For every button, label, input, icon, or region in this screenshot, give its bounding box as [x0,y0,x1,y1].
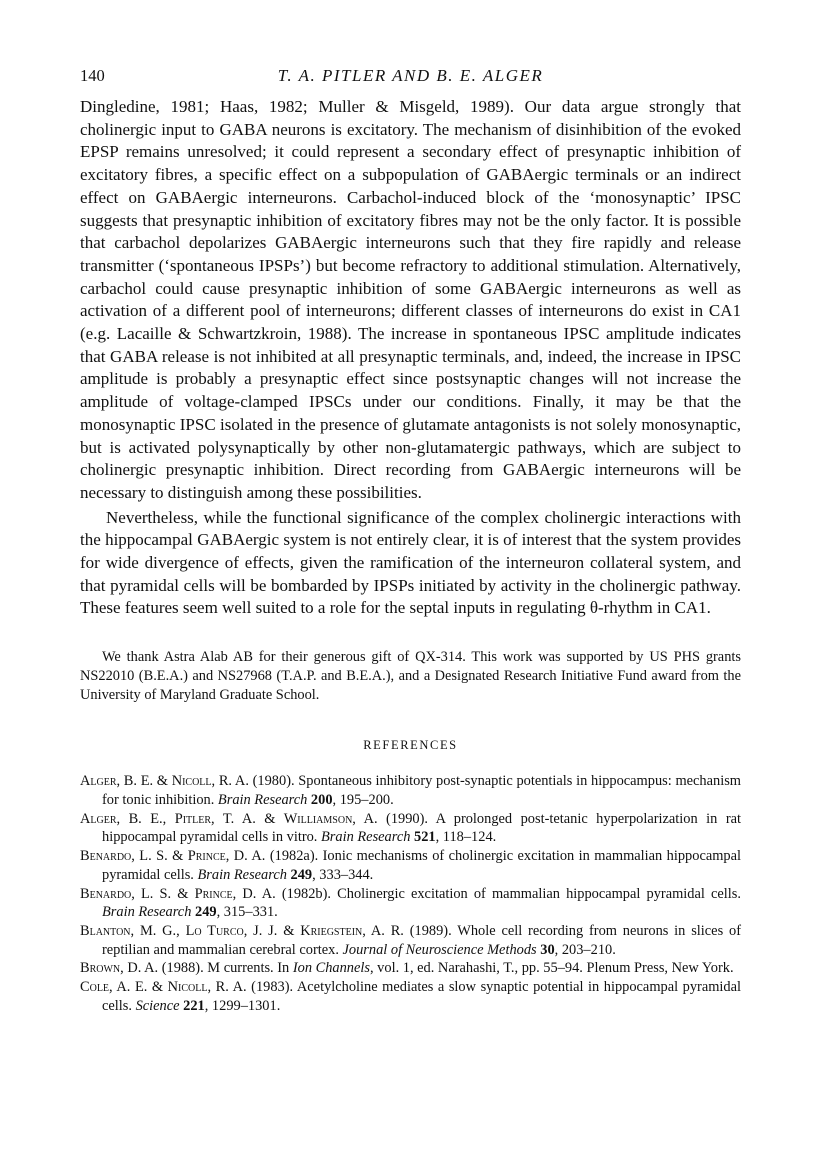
reference-volume: 221 [183,997,205,1014]
reference-pages: , vol. 1, ed. Narahashi, T., pp. 55–94. Plenum Press, New York. [369,960,734,977]
running-title: T. A. PITLER AND B. E. ALGER [277,66,544,85]
running-head [80,66,741,96]
reference-text: (1982b). Cholinergic excitation of mammalian hippocampal pyramidal cells. [275,885,741,902]
reference-authors: Benardo, L. S. & Prince, D. A. [80,885,276,902]
reference-item [80,978,741,1015]
reference-journal: Brain Research [197,866,287,883]
reference-volume: 521 [414,829,436,846]
reference-journal: Ion Channels [292,960,370,977]
reference-authors: Cole, A. E. & Nicoll, R. A. [80,979,247,996]
body-paragraph: Nevertheless, while the functional significance of the complex cholinergic interactions with the hippocampal GABAergic system is not entirely clear, it is of interest that the system provides for wide divergence of effects, given the ramification of the interneuron collateral system, and that pyramidal cells will be bombarded by IPSPs initiated by activity in the cholinergic pathway. These features seem well suited to a role for the septal inputs in regulating θ-rhythm in CA1. [80,507,741,618]
reference-text: (1990). A prolonged post-tetanic hyperpolarization in rat hippocampal pyramidal cells in vitro. [102,810,741,846]
reference-authors: Brown, D. A. [80,960,159,977]
reference-journal: Brain Research [321,829,411,846]
reference-text: (1982a). Ionic mechanisms of cholinergic excitation in mammalian hippocampal pyramidal cells. [102,848,742,883]
reference-pages: , 203–210. [554,941,616,958]
reference-volume: 249 [290,866,313,883]
body-text [80,96,741,620]
body-paragraph: Dingledine, 1981; Haas, 1982; Muller & Misgeld, 1989). Our data argue strongly that cholinergic input to GABA neurons is excitatory. The mechanism of disinhibition of the evoked EPSP remains unresolved; it could represent a secondary effect of presynaptic inhibition of excitatory fibres, a specific effect on a subpopulation of GABAergic terminals or an indirect effect on GABAergic interneurons. Carbachol-induced block of the ‘monosynaptic’ IPSC suggests that presynaptic inhibition of excitatory fibres may not be the only factor. It is possible that carbachol depolarizes GABAergic interneurons such that they fire rapidly and release transmitter (‘spontaneous IPSPs’) but become refractory to additional stimulation. Alternatively, carbachol could cause presynaptic inhibition of some GABAergic interneurons as well as activation of a different pool of interneurons; different classes of interneurons do exist in CA1 (e.g. Lacaille & Schwartzkroin, 1988). The increase in spontaneous IPSC amplitude indicates that GABA release is not inhibited at all presynaptic terminals, and, indeed, the increase in IPSC amplitude is probably a presynaptic effect since postsynaptic changes will not increase the amplitude of voltage-clamped IPSCs under our conditions. Finally, it may be that the monosynaptic IPSC isolated in the presence of glutamate antagonists is not solely monosynaptic, but is activated polysynaptically by other non-glutamatergic pathways, which are subject to cholinergic presynaptic inhibition. Direct recording from GABAergic interneurons will be necessary to distinguish among these possibilities. [80,97,741,502]
reference-volume: 30 [540,941,555,958]
reference-text: (1980). Spontaneous inhibitory post-synaptic potentials in hippocampus: mechanism for tonic inhibition. [102,773,741,808]
reference-volume: 200 [310,791,333,808]
reference-authors: Benardo, L. S. & Prince, D. A. [80,848,266,865]
reference-item [80,922,741,959]
reference-authors: Alger, B. E. & Nicoll, R. A. [80,773,249,790]
reference-item [80,772,741,809]
reference-text: (1988). M currents. In [158,960,293,977]
reference-pages: , 333–344. [312,866,374,883]
page [80,66,741,1015]
reference-list [80,772,741,1015]
reference-item [80,847,741,884]
reference-item [80,959,741,978]
reference-journal: Journal of Neuroscience Methods [342,941,537,958]
reference-item [80,885,741,922]
references-heading: REFERENCES [363,738,458,753]
reference-journal: Brain Research [102,904,192,921]
reference-item [80,810,741,847]
reference-text: (1989). Whole cell recording from neurons in slices of reptilian and mammalian cerebral cortex. [102,922,741,958]
reference-journal: Science [135,997,180,1014]
page-number: 140 [80,66,105,85]
reference-journal: Brain Research [217,791,308,808]
reference-authors: Blanton, M. G., Lo Turco, J. J. & Kriegstein, A. R. [80,922,404,939]
reference-volume: 249 [195,904,217,921]
reference-authors: Alger, B. E., Pitler, T. A. & Williamson, A. [80,810,378,827]
acknowledgement: We thank Astra Alab AB for their generous gift of QX-314. This work was supported by US PHS grants NS22010 (B.E.A.) and NS27968 (T.A.P. and B.E.A.), and a Designated Research Initiative Fund award from the University of Maryland Graduate School. [80,649,741,703]
reference-pages: , 118–124. [435,829,497,846]
reference-pages: , 195–200. [332,791,394,808]
reference-pages: , 1299–1301. [204,997,281,1014]
reference-text: (1983). Acetylcholine mediates a slow synaptic potential in hippocampal pyramidal cells. [102,979,741,1014]
reference-pages: , 315–331. [216,904,278,921]
